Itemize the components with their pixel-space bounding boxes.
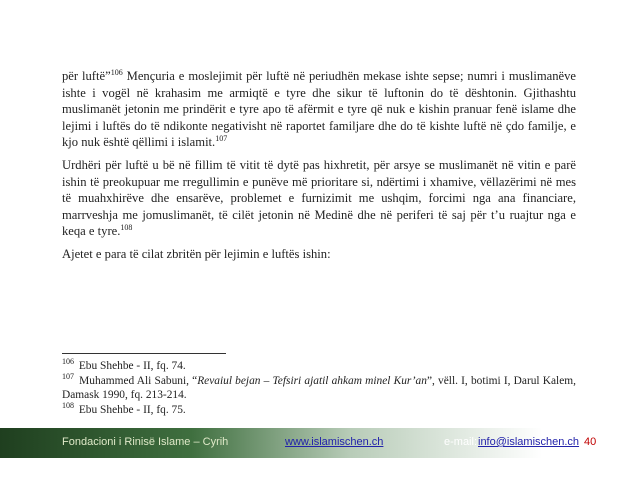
paragraph-1-text: Mençuria e moslejimit për luftë në periudhën mekase ishte sepse; numri i muslimanëve ishte i vogël në krahasim me armiqtë e tyre dhe sikur të luftonin do të dështonin. Gjithashtu muslimanët jetonin me prindërit e tyre apo të afërmit e tyre që nuk e kishin pranuar fenë islame dhe lejimi i luftës do të ndikonte negativisht në raportet familjare dhe do të kishte luftë në çdo familje, e kjo nuk është qëllimi i islamit. bbox=[62, 69, 576, 150]
page-footer bbox=[0, 428, 638, 458]
footnote-text-pre: Muhammed Ali Sabuni, “ bbox=[76, 374, 198, 387]
footnote-text-post: ”, vëll. I, botimi I, Darul Kalem, Damask 1990, fq. 213-214. bbox=[62, 374, 576, 402]
footnote-text: Ebu Shehbe - II, fq. 75. bbox=[76, 403, 186, 416]
footnote-106 bbox=[62, 359, 576, 374]
paragraph-2-text: Urdhëri për luftë u bë në fillim të vitit të dytë pas hixhretit, për arsye se muslimanët në vitin e parë ishin të preokupuar me rregullimin e punëve më prioritare si, ndërtimi i xhamive, vëllazërimi në mes të muahxhirëve dhe ensarëve, problemet e furnizimit me ushqim, forcimi nga ana financiare, marrveshja me jomuslimanët, të cilët jetonin në Medinë dhe në periferi të saj për t’u ruajtur nga e keqa e tyre. bbox=[62, 157, 576, 239]
footer-organization: Fondacioni i Rinisë Islame – Cyrih bbox=[62, 436, 229, 448]
footnote-number: 108 bbox=[62, 400, 74, 410]
footnotes bbox=[62, 359, 576, 417]
footer-website-link[interactable]: www.islamischen.ch bbox=[285, 436, 384, 448]
footnote-divider bbox=[62, 353, 226, 354]
footer-email-link[interactable]: info@islamischen.ch bbox=[478, 436, 580, 448]
paragraph-1 bbox=[62, 68, 576, 151]
page-number: 40 bbox=[584, 436, 597, 448]
footnote-ref-106[interactable]: 106 bbox=[110, 67, 123, 77]
footnote-book-title: Revaiul bejan – Tefsiri ajatil ahkam minel Kur’an bbox=[197, 374, 427, 387]
paragraph-3 bbox=[62, 246, 576, 263]
page-body bbox=[62, 68, 576, 269]
footnote-text: Ebu Shehbe - II, fq. 74. bbox=[76, 360, 186, 372]
paragraph-3-text: Ajetet e para të cilat zbritën për lejimin e luftës ishin: bbox=[62, 246, 331, 261]
paragraph-1-lead: për luftë” bbox=[62, 69, 111, 83]
footnote-ref-107[interactable]: 107 bbox=[215, 134, 228, 144]
footnote-ref-108[interactable]: 108 bbox=[120, 223, 133, 233]
footnote-number: 106 bbox=[62, 357, 74, 367]
footnote-108 bbox=[62, 400, 576, 418]
footnote-number: 107 bbox=[62, 371, 74, 381]
paragraph-2 bbox=[62, 157, 576, 240]
footnote-107 bbox=[62, 371, 576, 403]
footer-email-label: e-mail: bbox=[444, 436, 478, 448]
